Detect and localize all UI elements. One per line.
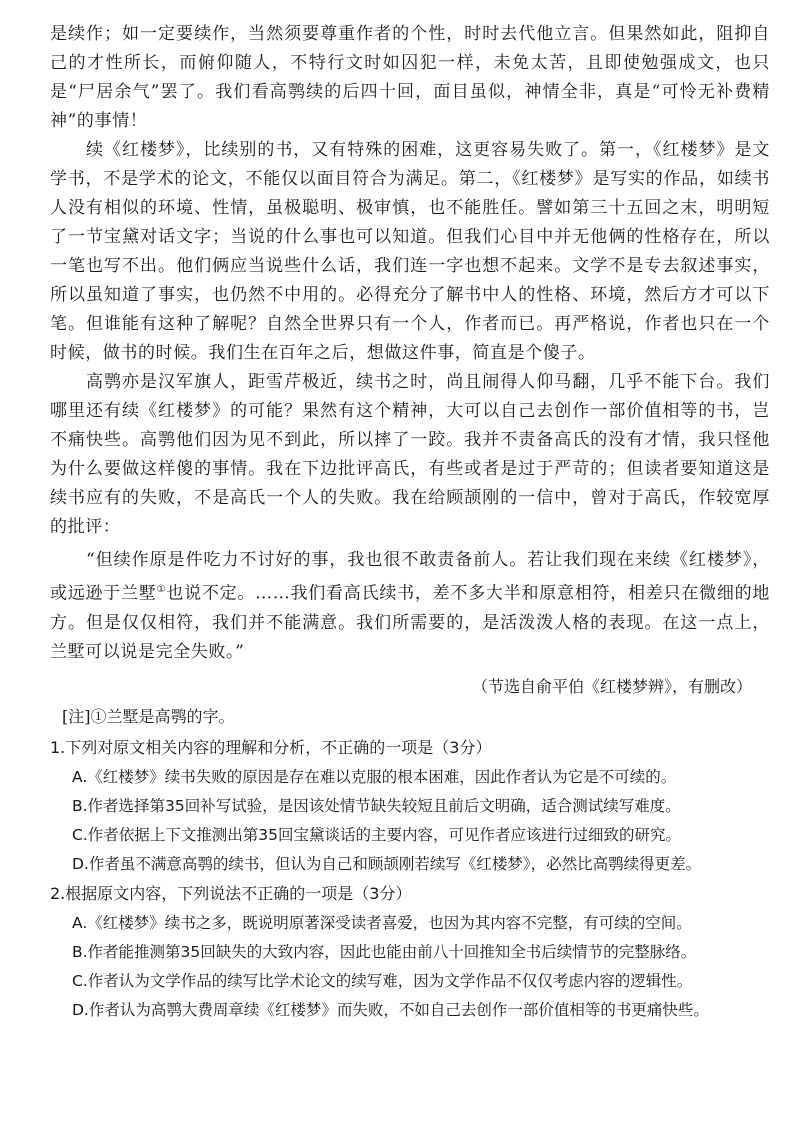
quote-part-1: “但续作原是件吃力不讨好的事，我也很不敢责备前人。若让我们现在来续《红楼梦》，或远逊于兰墅 xyxy=(50,550,770,604)
question-2-option-d: D.作者认为高鹗大费周章续《红楼梦》而失败，不如自己去创作一部价值相等的书更痛快些。 xyxy=(72,1000,709,1019)
quote-part-2: 也说不定。……我们看高氏续书，差不多大半和原意相符，相差只在微细的地方。但是仅仅相符，我们并不能满意。我们所需要的，是活泼泼人格的表现。在这一点上，兰墅可以说是完全失败。” xyxy=(50,583,770,662)
question-1-stem: 1.下列对原文相关内容的理解和分析，不正确的一项是（3分） xyxy=(50,737,492,757)
question-1-option-c: C.作者依据上下文推测出第35回宝黛谈话的主要内容，可见作者应该进行过细致的研究。 xyxy=(72,825,681,844)
question-1-option-b: B.作者选择第35回补写试验，是因该处情节缺失较短且前后文明确，适合测试续写难度。 xyxy=(72,796,681,815)
question-1-option-d: D.作者虽不满意高鹗的续书，但认为自己和顾颉刚若续写《红楼梦》，必然比高鹗续得更差。 xyxy=(72,854,702,873)
question-1-option-a: A.《红楼梦》续书失败的原因是存在难以克服的根本困难，因此作者认为它是不可续的。 xyxy=(72,767,677,786)
question-2-stem: 2.根据原文内容，下列说法不正确的一项是（3分） xyxy=(50,883,412,903)
footnote-marker: ① xyxy=(156,584,167,595)
questions-section xyxy=(50,733,770,1025)
source-citation: （节选自俞平伯《红楼梦辨》，有删改） xyxy=(471,676,752,696)
quoted-letter xyxy=(50,546,770,667)
passage-paragraph-2: 续《红楼梦》，比续别的书，又有特殊的困难，这更容易失败了。第一，《红楼梦》是文学书，不是学术的论文，不能仅以面目符合为满足。第二，《红楼梦》是写实的作品，如续书人没有相似的环境、性情，虽极聪明、极审慎，也不能胜任。譬如第三十五回之末，明明短了一节宝黛对话文字；当说的什么事也可以知道。但我们心目中并无他俩的性格存在，所以一笔也写不出。他们俩应当说些什么话，我们连一字也想不起来。文学不是专去叙述事实，所以虽知道了事实，也仍然不中用的。必得充分了解书中人的性格、环境，然后方才可以下笔。但谁能有这种了解呢？自然全世界只有一个人，作者而已。再严格说，作者也只在一个时候，做书的时候。我们生在百年之后，想做这件事，简直是个傻子。 xyxy=(50,140,770,363)
question-2-option-b: B.作者能推测第35回缺失的大致内容，因此也能由前八十回推知全书后续情节的完整脉络。 xyxy=(72,942,697,961)
passage-paragraph-1: 是续作；如一定要续作，当然须要尊重作者的个性，时时去代他立言。但果然如此，阻抑自己的才性所长，而俯仰随人，不特行文时如囚犯一样，未免太苦，且即使勉强成文，也只是“尸居余气”罢了。我们看高鹗续的后四十回，面目虽似，神情全非，真是“可怜无补费精神”的事情！ xyxy=(50,24,770,131)
passage-paragraph-3: 高鹗亦是汉军旗人，距雪芹极近，续书之时，尚且闹得人仰马翻，几乎不能下台。我们哪里还有续《红楼梦》的可能？果然有这个精神，大可以自己去创作一部价值相等的书，岂不痛快些。高鹗他们因为见不到此，所以摔了一跤。我并不责备高氏的没有才情，我只怪他为什么要做这样傻的事情。我在下边批评高氏，有些或者是过于严苛的；但读者要知道这是续书应有的失败，不是高氏一个人的失败。我在给顾颉刚的一信中，曾对于高氏，作较宽厚的批评： xyxy=(50,372,770,537)
question-2-option-a: A.《红楼梦》续书之多，既说明原著深受读者喜爱，也因为其内容不完整，有可续的空间。 xyxy=(72,913,692,932)
footnote: [注]①兰墅是高鹗的字。 xyxy=(62,706,235,726)
question-2-option-c: C.作者认为文学作品的续写比学术论文的续写难，因为文学作品不仅仅考虑内容的逻辑性。 xyxy=(72,971,693,990)
